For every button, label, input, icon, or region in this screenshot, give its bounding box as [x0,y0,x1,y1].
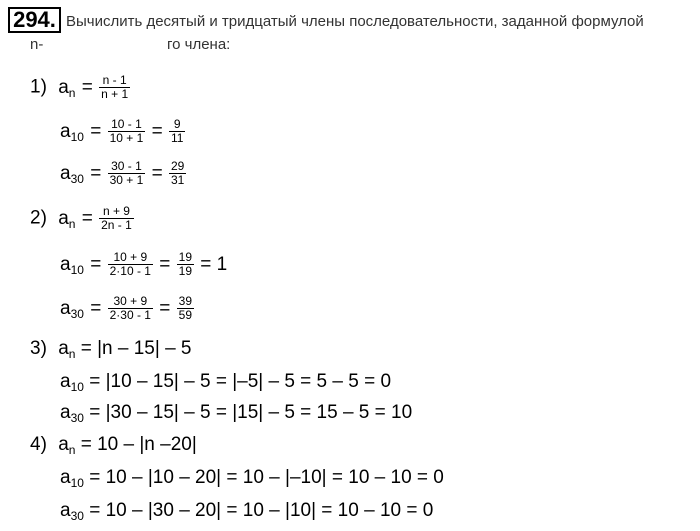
task-text-line1: Вычислить десятый и тридцатый члены последовательности, заданной формулой [66,13,644,30]
part1-fraction: $\frac{n - 1}{n + 1}$ [101,73,129,101]
problem-number: 294. [8,7,61,33]
part1-label: 1) [30,76,47,98]
task-text-n: n- [30,36,44,53]
part2-formula [30,205,134,235]
part3-a30-term: $a_{30}$ [60,402,84,425]
part2-a30-fraction1: $\frac{30 + 9}{2\cdot 30 - 1}$ [109,294,151,322]
part1-a30-line [60,160,186,190]
part4-a10-term: $a_{10}$ [60,467,84,490]
part1-a10-line [60,118,185,148]
equals-sign: = [81,207,93,229]
part2-a10-fraction2: $\frac{19}{19}$ [178,250,192,278]
equals-sign: = [151,162,163,184]
part4-a30-line [60,500,433,527]
part2-a10-term: $a_{10}$ [60,253,84,277]
part3-a10-term: $a_{10}$ [60,371,84,394]
part3-a10-line [60,371,391,398]
part1-a30-term: $a_{30}$ [60,162,84,186]
part4-formula-expr: = 10 – |n –20| [80,434,197,455]
part1-an: $a_n$ [58,76,76,100]
part3-an: $a_n$ [58,338,76,361]
part3-a10-expr: = |10 – 15| – 5 = |–5| – 5 = 5 – 5 = 0 [89,371,392,392]
equals-sign: = [90,253,102,275]
part2-a10-line [60,251,228,281]
part2-an: $a_n$ [58,207,76,231]
part1-a10-term: $a_{10}$ [60,120,84,144]
equals-sign: = [90,297,102,319]
part1-a10-fraction1: $\frac{10 - 1}{10 + 1}$ [109,117,144,145]
part3-a30-expr: = |30 – 15| – 5 = |15| – 5 = 15 – 5 = 10 [89,402,413,423]
equals-sign: = [81,76,93,98]
equals-sign: = [159,297,171,319]
equals-sign: = [90,162,102,184]
part2-a30-fraction2: $\frac{39}{59}$ [178,294,192,322]
part4-an: $a_n$ [58,434,76,457]
part4-formula [30,434,197,461]
task-text-line2: го члена: [167,36,231,53]
part3-formula-expr: = |n – 15| – 5 [80,338,192,359]
part2-fraction: $\frac{n + 9}{2n - 1}$ [101,204,132,232]
part3-a30-line [60,402,412,429]
part1-a10-fraction2: $\frac{9}{11}$ [170,117,184,145]
part2-a30-term: $a_{30}$ [60,297,84,321]
equals-sign: = [159,253,171,275]
part3-label: 3) [30,338,47,359]
part4-a10-line [60,467,444,494]
part1-a30-fraction1: $\frac{30 - 1}{30 + 1}$ [109,159,144,187]
part1-formula [30,74,130,104]
part1-a30-fraction2: $\frac{29}{31}$ [170,159,185,187]
part4-a30-expr: = 10 – |30 – 20| = 10 – |10| = 10 – 10 = 0 [89,500,434,521]
part2-a10-result: = 1 [200,253,228,275]
part2-label: 2) [30,207,47,229]
part4-a10-expr: = 10 – |10 – 20| = 10 – |–10| = 10 – 10 = 0 [89,467,444,488]
part4-label: 4) [30,434,47,455]
equals-sign: = [151,120,163,142]
part2-a10-fraction1: $\frac{10 + 9}{2\cdot 10 - 1}$ [109,250,151,278]
part4-a30-term: $a_{30}$ [60,500,84,523]
part2-a30-line [60,295,194,325]
equals-sign: = [90,120,102,142]
part3-formula [30,338,192,365]
